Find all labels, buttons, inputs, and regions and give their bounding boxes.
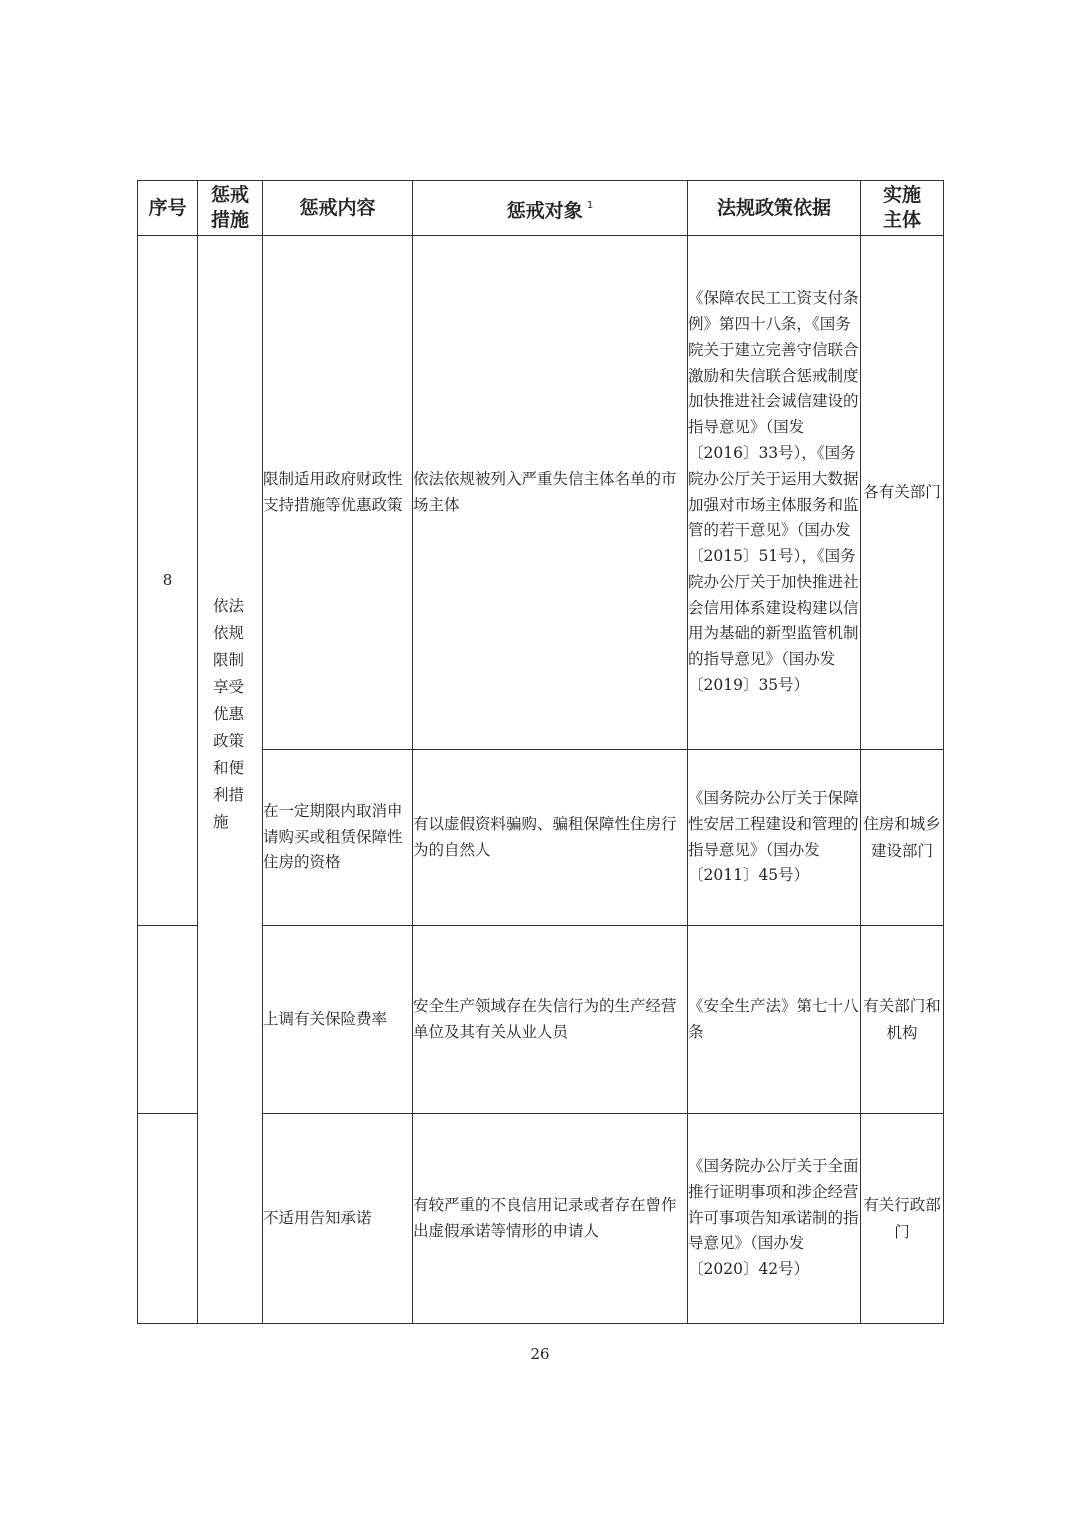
header-basis: 法规政策依据 [688, 181, 861, 236]
measure-cell: 依法依规限制享受优惠政策和便利措施 [198, 236, 263, 1324]
content-cell: 在一定期限内取消申请购买或租赁保障性住房的资格 [263, 750, 413, 926]
table-header-row [138, 181, 944, 236]
seq-empty-cell [138, 926, 198, 1114]
seq-empty-cell [138, 1114, 198, 1324]
content-cell: 上调有关保险费率 [263, 926, 413, 1114]
basis-cell: 《保障农民工工资支付条例》第四十八条，《国务院关于建立完善守信联合激励和失信联合惩戒制度加快推进社会诚信建设的指导意见》（国发〔2016〕33号），《国务院办公厅关于运用大数据加强对市场主体服务和监管的若干意见》（国办发〔2015〕51号），《国务院办公厅关于加快推进社会信用体系建设构建以信用为基础的新型监管机制的指导意见》（国办发〔2019〕35号） [688, 236, 861, 750]
header-agency: 实施主体 [861, 181, 944, 236]
target-cell: 有以虚假资料骗购、骗租保障性住房行为的自然人 [413, 750, 688, 926]
header-seq: 序号 [138, 181, 198, 236]
agency-cell: 住房和城乡建设部门 [861, 750, 944, 926]
basis-cell: 《安全生产法》第七十八条 [688, 926, 861, 1114]
agency-cell: 有关行政部门 [861, 1114, 944, 1324]
footnote-marker: 1 [586, 199, 594, 211]
content-cell: 限制适用政府财政性支持措施等优惠政策 [263, 236, 413, 750]
header-content: 惩戒内容 [263, 181, 413, 236]
page-number: 26 [530, 1345, 550, 1363]
basis-cell: 《国务院办公厅关于全面推行证明事项和涉企经营许可事项告知承诺制的指导意见》（国办发〔2020〕42号） [688, 1114, 861, 1324]
table-row [138, 236, 944, 750]
agency-cell: 各有关部门 [861, 236, 944, 750]
target-cell: 安全生产领域存在失信行为的生产经营单位及其有关从业人员 [413, 926, 688, 1114]
header-target: 惩戒对象 $^1$ [413, 181, 688, 236]
target-cell: 有较严重的不良信用记录或者存在曾作出虚假承诺等情形的申请人 [413, 1114, 688, 1324]
basis-cell: 《国务院办公厅关于保障性安居工程建设和管理的指导意见》（国办发〔2011〕45号） [688, 750, 861, 926]
seq-number-cell: 8 [138, 236, 198, 926]
agency-cell: 有关部门和机构 [861, 926, 944, 1114]
content-cell: 不适用告知承诺 [263, 1114, 413, 1324]
target-cell: 依法依规被列入严重失信主体名单的市场主体 [413, 236, 688, 750]
header-measure: 惩戒措施 [198, 181, 263, 236]
penalty-table [137, 180, 944, 1324]
